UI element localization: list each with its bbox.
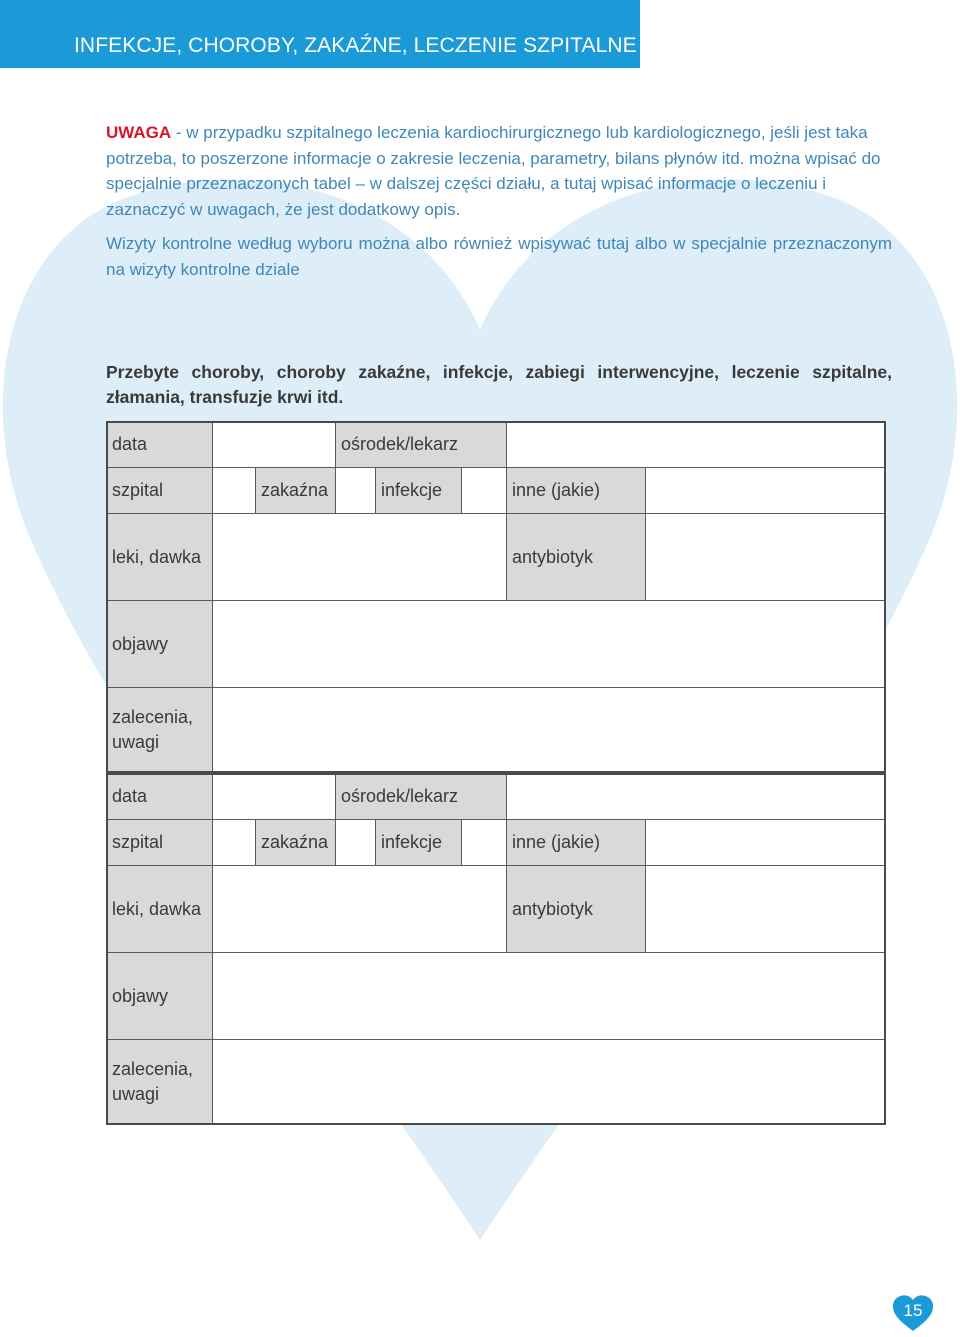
- label-infekcje: [375, 467, 462, 514]
- label-text: ośrodek/lekarz: [341, 434, 459, 454]
- label-text: antybiotyk: [512, 898, 594, 919]
- field-zalecenia-uwagi[interactable]: [212, 1039, 886, 1125]
- label-antybiotyk: [506, 865, 646, 953]
- field-inne[interactable]: [645, 467, 886, 514]
- label-text: zakaźna: [261, 832, 329, 852]
- label-zalecenia-uwagi: [106, 1039, 213, 1125]
- label-text: zalecenia, uwagi: [112, 1059, 194, 1104]
- uwaga-label: UWAGA: [106, 123, 172, 142]
- field-leki-dawka[interactable]: [212, 865, 507, 953]
- label-text: zakaźna: [261, 480, 329, 500]
- label-infekcje: [375, 819, 462, 866]
- label-text: antybiotyk: [512, 546, 594, 567]
- field-zalecenia-uwagi[interactable]: [212, 687, 886, 773]
- field-leki-dawka[interactable]: [212, 513, 507, 601]
- label-szpital: [106, 467, 213, 514]
- label-suffix: (jakie): [546, 832, 601, 852]
- field-inne[interactable]: [645, 819, 886, 866]
- label-text: objawy: [112, 633, 169, 654]
- label-text: infekcje: [381, 480, 443, 500]
- header-banner: [0, 0, 640, 68]
- field-objawy[interactable]: [212, 600, 886, 688]
- label-text: inne: [512, 480, 547, 500]
- wizyty-note: Wizyty kontrolne według wyboru można albo również wpisywać tutaj albo w specjalnie przeznaczonym na wizyty kontrolne dziale: [106, 234, 892, 279]
- field-objawy[interactable]: [212, 952, 886, 1040]
- checkbox-infekcje[interactable]: [461, 819, 507, 866]
- label-text: szpital: [112, 480, 164, 500]
- label-text: leki, dawka: [112, 898, 202, 919]
- checkbox-szpital[interactable]: [212, 467, 256, 514]
- section-heading: Przebyte choroby, choroby zakaźne, infekcje, zabiegi interwencyjne, leczenie szpitalne, złamania, transfuzje krwi itd.: [106, 362, 892, 407]
- label-zakazna: [255, 467, 336, 514]
- label-objawy: [106, 952, 213, 1040]
- label-objawy: [106, 600, 213, 688]
- label-text: szpital: [112, 832, 164, 852]
- field-data[interactable]: [212, 421, 336, 468]
- uwaga-text: - w przypadku szpitalnego leczenia kardiochirurgicznego lub kardiologicznego, jeśli jest taka potrzeba, to poszerzone informacje o zakresie leczenia, parametry, bilans płynów itd. można wpisać do specjalnie przeznaczonych tabel – w dalszej części działu, a tutaj wpisać informacje o leczeniu i zaznaczyć w uwagach, że jest dodatkowy opis.: [106, 123, 881, 219]
- record-form-1: [106, 421, 886, 773]
- label-text: inne: [512, 832, 547, 852]
- label-text: data: [112, 786, 148, 806]
- label-zalecenia-uwagi: [106, 687, 213, 773]
- label-text: leki, dawka: [112, 546, 202, 567]
- label-osrodek-lekarz: [335, 421, 507, 468]
- field-osrodek-lekarz[interactable]: [506, 421, 886, 468]
- label-text: data: [112, 434, 148, 454]
- label-szpital: [106, 819, 213, 866]
- label-text: ośrodek/lekarz: [341, 786, 459, 806]
- checkbox-infekcje[interactable]: [461, 467, 507, 514]
- label-zakazna: [255, 819, 336, 866]
- uwaga-note: [106, 120, 892, 222]
- checkbox-szpital[interactable]: [212, 819, 256, 866]
- page-title: INFEKCJE, CHOROBY, ZAKAŹNE, LECZENIE SZPITALNE: [74, 34, 637, 57]
- field-osrodek-lekarz[interactable]: [506, 773, 886, 820]
- page-number-badge: [892, 1294, 934, 1332]
- field-antybiotyk[interactable]: [645, 865, 886, 953]
- label-suffix: (jakie): [546, 480, 601, 500]
- label-osrodek-lekarz: [335, 773, 507, 820]
- label-text: infekcje: [381, 832, 443, 852]
- label-text: zalecenia, uwagi: [112, 707, 194, 752]
- label-data: [106, 421, 213, 468]
- label-text: objawy: [112, 985, 169, 1006]
- label-leki-dawka: [106, 513, 213, 601]
- label-data: [106, 773, 213, 820]
- field-antybiotyk[interactable]: [645, 513, 886, 601]
- record-form-2: [106, 773, 886, 1125]
- label-leki-dawka: [106, 865, 213, 953]
- checkbox-zakazna[interactable]: [335, 819, 376, 866]
- label-inne: [506, 819, 646, 866]
- page-number: 15: [903, 1301, 923, 1320]
- checkbox-zakazna[interactable]: [335, 467, 376, 514]
- field-data[interactable]: [212, 773, 336, 820]
- label-antybiotyk: [506, 513, 646, 601]
- label-inne: [506, 467, 646, 514]
